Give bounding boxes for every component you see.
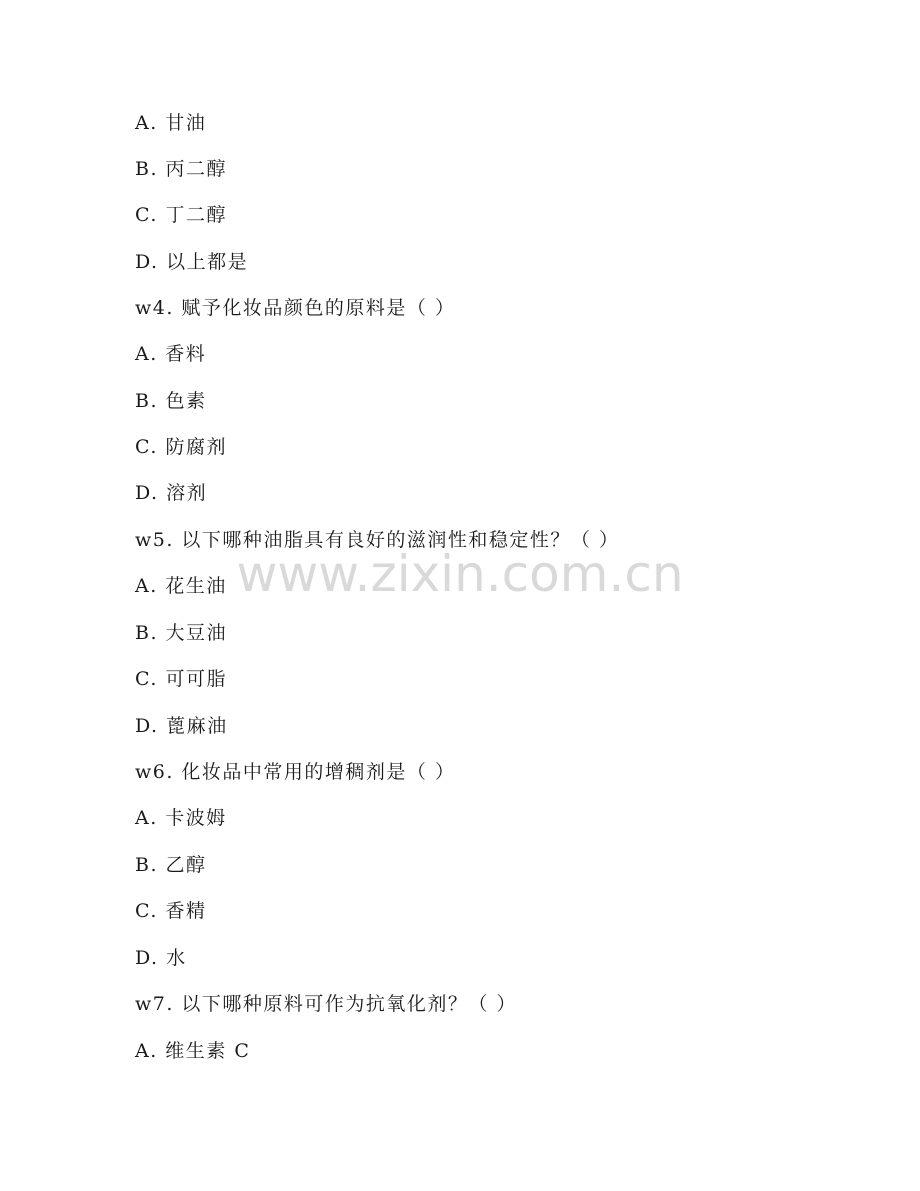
option-b-line: B. 乙醇 <box>135 854 207 876</box>
option-d-line: D. 以上都是 <box>135 251 249 273</box>
question-w4: w4. 赋予化妆品颜色的原料是（ ） <box>135 297 456 319</box>
option-b-line: B. 色素 <box>135 390 207 412</box>
option-c-line: C. 可可脂 <box>135 668 227 690</box>
question-w7: w7. 以下哪种原料可作为抗氧化剂？（ ） <box>135 993 517 1015</box>
option-d-line: D. 蓖麻油 <box>135 715 228 737</box>
option-c-line: C. 丁二醇 <box>135 204 227 226</box>
option-d-line: D. 溶剂 <box>135 482 208 504</box>
option-c-line: C. 防腐剂 <box>135 436 227 458</box>
option-a-line: A. 甘油 <box>135 112 207 134</box>
option-a-line: A. 卡波姆 <box>135 807 227 829</box>
option-c-line: C. 香精 <box>135 900 207 922</box>
watermark: www.zixin.com.cn <box>236 545 684 603</box>
option-d-line: D. 水 <box>135 947 187 969</box>
option-a-line: A. 花生油 <box>135 575 227 597</box>
option-b-line: B. 丙二醇 <box>135 158 228 180</box>
option-b-line: B. 大豆油 <box>135 622 228 644</box>
question-w5: w5. 以下哪种油脂具有良好的滋润性和稳定性？（ ） <box>135 529 620 551</box>
question-w6: w6. 化妆品中常用的增稠剂是（ ） <box>135 761 456 783</box>
option-a-line: A. 维生素 C <box>135 1040 251 1062</box>
option-a-line: A. 香料 <box>135 343 207 365</box>
